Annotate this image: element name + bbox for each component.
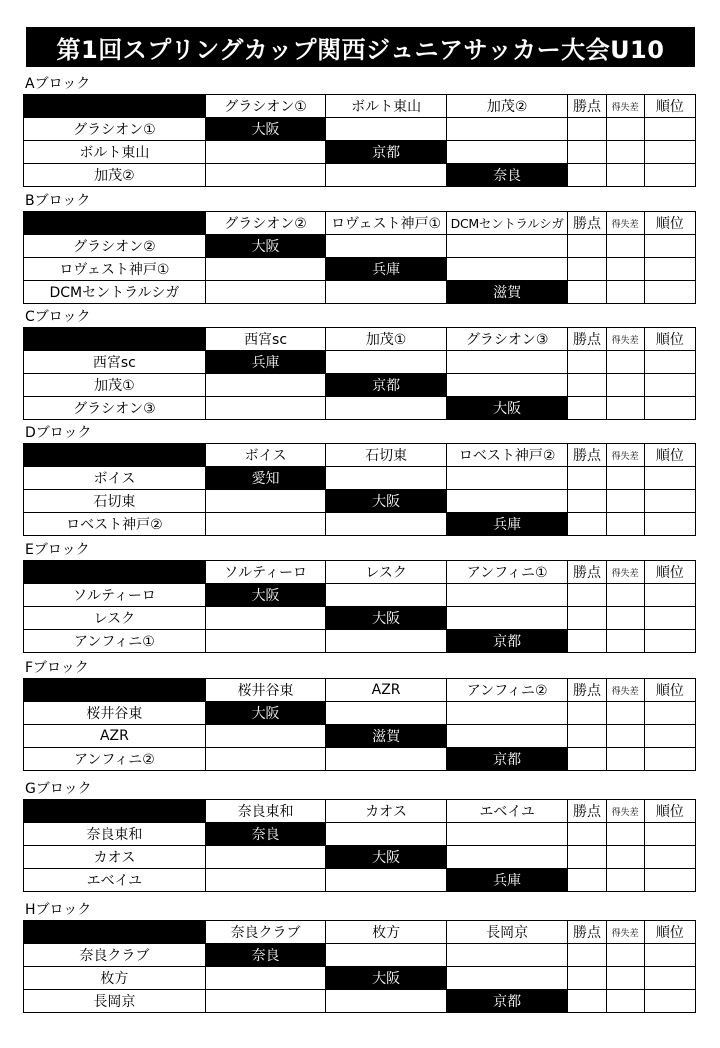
rank-header: 順位 [644,561,695,584]
result-cell [326,748,447,771]
rank-header: 順位 [644,328,695,351]
team-row [24,374,696,397]
points-cell [568,513,606,536]
rank-cell [644,141,695,164]
points-cell [568,351,606,374]
league-table [23,443,696,536]
league-table [23,94,696,187]
venue-cell: 奈良 [446,164,568,187]
venue-cell: 兵庫 [446,869,568,892]
venue-cell: 兵庫 [446,513,568,536]
result-cell [205,630,326,653]
column-team-header: グラシオン② [205,212,326,235]
rank-cell [644,702,695,725]
column-team-header: ソルティーロ [205,561,326,584]
result-cell [326,869,447,892]
goal-diff-cell [606,490,644,513]
rank-cell [644,235,695,258]
points-header: 勝点 [568,95,606,118]
block-d [23,423,696,536]
result-cell [205,374,326,397]
result-cell [326,397,447,420]
rank-header: 順位 [644,800,695,823]
team-row [24,281,696,304]
result-cell [326,584,447,607]
row-team-name: ロベスト神戸② [24,513,206,536]
column-team-header: DCMセントラルシガ [446,212,568,235]
rank-cell [644,164,695,187]
result-cell [326,513,447,536]
team-row [24,141,696,164]
row-team-name: グラシオン② [24,235,206,258]
points-cell [568,725,606,748]
rank-cell [644,630,695,653]
row-team-name: 奈良クラブ [24,944,206,967]
result-cell [326,235,447,258]
block-a [23,74,696,187]
team-row [24,944,696,967]
row-team-name: 桜井谷東 [24,702,206,725]
result-cell [446,490,568,513]
row-team-name: ロヴェスト神戸① [24,258,206,281]
goal-diff-cell [606,374,644,397]
team-row [24,823,696,846]
page-title: 第1回スプリングカップ関西ジュニアサッカー大会U10 [26,27,695,67]
venue-cell: 京都 [446,630,568,653]
league-table [23,678,696,771]
goal-diff-header: 得失差 [606,212,644,235]
venue-cell: 大阪 [205,702,326,725]
result-cell [446,944,568,967]
row-team-name: 西宮sc [24,351,206,374]
column-team-header: ロヴェスト神戸① [326,212,447,235]
league-table [23,211,696,304]
result-cell [205,748,326,771]
team-row [24,258,696,281]
goal-diff-cell [606,467,644,490]
result-cell [205,513,326,536]
venue-cell: 滋賀 [326,725,447,748]
venue-cell: 京都 [326,141,447,164]
rank-cell [644,823,695,846]
points-header: 勝点 [568,444,606,467]
result-cell [205,846,326,869]
result-cell [446,725,568,748]
corner-cell [24,212,206,235]
row-team-name: グラシオン③ [24,397,206,420]
goal-diff-cell [606,967,644,990]
goal-diff-cell [606,846,644,869]
points-cell [568,702,606,725]
corner-cell [24,95,206,118]
result-cell [446,258,568,281]
rank-cell [644,467,695,490]
goal-diff-cell [606,164,644,187]
column-team-header: 加茂① [326,328,447,351]
goal-diff-header: 得失差 [606,95,644,118]
column-team-header: AZR [326,679,447,702]
corner-cell [24,800,206,823]
rank-cell [644,351,695,374]
result-cell [446,823,568,846]
goal-diff-cell [606,990,644,1013]
result-cell [205,869,326,892]
rank-cell [644,397,695,420]
header-row [24,921,696,944]
result-cell [446,235,568,258]
rank-cell [644,490,695,513]
row-team-name: 奈良東和 [24,823,206,846]
row-team-name: 石切東 [24,490,206,513]
result-cell [205,397,326,420]
block-label: Aブロック [25,76,91,92]
row-team-name: 加茂① [24,374,206,397]
result-cell [326,630,447,653]
result-cell [326,351,447,374]
team-row [24,702,696,725]
column-team-header: エベイユ [446,800,568,823]
points-cell [568,141,606,164]
row-team-name: ボイス [24,467,206,490]
rank-cell [644,846,695,869]
goal-diff-cell [606,869,644,892]
corner-cell [24,679,206,702]
venue-cell: 奈良 [205,944,326,967]
team-row [24,397,696,420]
venue-cell: 大阪 [326,967,447,990]
points-cell [568,944,606,967]
block-label: Eブロック [25,542,90,558]
points-cell [568,235,606,258]
goal-diff-cell [606,630,644,653]
venue-cell: 兵庫 [205,351,326,374]
team-row [24,490,696,513]
points-header: 勝点 [568,212,606,235]
rank-cell [644,748,695,771]
team-row [24,846,696,869]
goal-diff-cell [606,823,644,846]
column-team-header: 奈良東和 [205,800,326,823]
points-cell [568,584,606,607]
goal-diff-cell [606,725,644,748]
block-c [23,307,696,420]
row-team-name: 枚方 [24,967,206,990]
points-cell [568,397,606,420]
rank-cell [644,967,695,990]
result-cell [205,164,326,187]
rank-cell [644,990,695,1013]
venue-cell: 愛知 [205,467,326,490]
venue-cell: 奈良 [205,823,326,846]
header-row [24,328,696,351]
rank-header: 順位 [644,921,695,944]
result-cell [326,164,447,187]
rank-cell [644,258,695,281]
goal-diff-cell [606,607,644,630]
result-cell [446,141,568,164]
result-cell [326,118,447,141]
result-cell [205,490,326,513]
column-team-header: 石切東 [326,444,447,467]
result-cell [446,584,568,607]
rank-cell [644,374,695,397]
points-cell [568,164,606,187]
goal-diff-cell [606,235,644,258]
venue-cell: 大阪 [205,235,326,258]
goal-diff-cell [606,702,644,725]
points-cell [568,990,606,1013]
row-team-name: エベイユ [24,869,206,892]
result-cell [205,967,326,990]
rank-cell [644,513,695,536]
points-cell [568,823,606,846]
row-team-name: アンフィニ① [24,630,206,653]
result-cell [446,702,568,725]
column-team-header: カオス [326,800,447,823]
column-team-header: 加茂② [446,95,568,118]
row-team-name: 加茂② [24,164,206,187]
points-cell [568,467,606,490]
result-cell [446,607,568,630]
rank-cell [644,869,695,892]
result-cell [205,725,326,748]
rank-cell [644,281,695,304]
corner-cell [24,921,206,944]
row-team-name: ボルト東山 [24,141,206,164]
team-row [24,869,696,892]
block-g [23,779,696,892]
venue-cell: 兵庫 [326,258,447,281]
points-cell [568,869,606,892]
result-cell [205,141,326,164]
block-label: Hブロック [25,902,92,918]
result-cell [326,702,447,725]
points-cell [568,118,606,141]
result-cell [446,846,568,869]
column-team-header: 桜井谷東 [205,679,326,702]
row-team-name: カオス [24,846,206,869]
league-table [23,920,696,1013]
points-cell [568,490,606,513]
block-label: Dブロック [25,425,92,441]
corner-cell [24,328,206,351]
result-cell [205,281,326,304]
goal-diff-cell [606,141,644,164]
points-header: 勝点 [568,800,606,823]
result-cell [326,467,447,490]
rank-header: 順位 [644,95,695,118]
column-team-header: 長岡京 [446,921,568,944]
block-label: Bブロック [25,193,91,209]
goal-diff-cell [606,584,644,607]
points-header: 勝点 [568,921,606,944]
header-row [24,444,696,467]
league-table [23,560,696,653]
goal-diff-cell [606,513,644,536]
goal-diff-cell [606,748,644,771]
row-team-name: グラシオン① [24,118,206,141]
points-cell [568,607,606,630]
team-row [24,607,696,630]
points-cell [568,374,606,397]
rank-cell [644,607,695,630]
corner-cell [24,561,206,584]
team-row [24,990,696,1013]
goal-diff-cell [606,944,644,967]
goal-diff-header: 得失差 [606,679,644,702]
points-header: 勝点 [568,679,606,702]
goal-diff-cell [606,397,644,420]
column-team-header: アンフィニ② [446,679,568,702]
corner-cell [24,444,206,467]
block-f [23,658,696,771]
venue-cell: 大阪 [326,607,447,630]
rank-header: 順位 [644,444,695,467]
league-table [23,327,696,420]
result-cell [326,944,447,967]
block-label: Gブロック [25,781,92,797]
row-team-name: AZR [24,725,206,748]
team-row [24,725,696,748]
column-team-header: 西宮sc [205,328,326,351]
block-e [23,540,696,653]
result-cell [446,351,568,374]
column-team-header: レスク [326,561,447,584]
header-row [24,800,696,823]
team-row [24,584,696,607]
block-h [23,900,696,1013]
team-row [24,630,696,653]
points-cell [568,258,606,281]
header-row [24,561,696,584]
venue-cell: 京都 [446,748,568,771]
points-cell [568,281,606,304]
team-row [24,164,696,187]
goal-diff-header: 得失差 [606,561,644,584]
venue-cell: 大阪 [326,490,447,513]
column-team-header: アンフィニ① [446,561,568,584]
result-cell [446,967,568,990]
column-team-header: 枚方 [326,921,447,944]
venue-cell: 大阪 [205,118,326,141]
team-row [24,351,696,374]
points-cell [568,967,606,990]
result-cell [326,990,447,1013]
column-team-header: グラシオン① [205,95,326,118]
points-cell [568,846,606,869]
team-row [24,118,696,141]
header-row [24,212,696,235]
venue-cell: 大阪 [205,584,326,607]
team-row [24,513,696,536]
column-team-header: ボイス [205,444,326,467]
block-b [23,191,696,304]
venue-cell: 京都 [326,374,447,397]
result-cell [205,990,326,1013]
team-row [24,235,696,258]
team-row [24,748,696,771]
venue-cell: 大阪 [326,846,447,869]
result-cell [326,823,447,846]
result-cell [326,281,447,304]
result-cell [205,258,326,281]
goal-diff-cell [606,281,644,304]
rank-header: 順位 [644,679,695,702]
goal-diff-cell [606,351,644,374]
rank-cell [644,944,695,967]
goal-diff-header: 得失差 [606,328,644,351]
row-team-name: DCMセントラルシガ [24,281,206,304]
row-team-name: アンフィニ② [24,748,206,771]
block-label: Fブロック [25,660,89,676]
result-cell [446,374,568,397]
goal-diff-cell [606,118,644,141]
column-team-header: ロベスト神戸② [446,444,568,467]
points-header: 勝点 [568,561,606,584]
goal-diff-header: 得失差 [606,921,644,944]
rank-cell [644,118,695,141]
row-team-name: 長岡京 [24,990,206,1013]
goal-diff-header: 得失差 [606,800,644,823]
points-cell [568,748,606,771]
rank-header: 順位 [644,212,695,235]
league-table [23,799,696,892]
column-team-header: ボルト東山 [326,95,447,118]
block-label: Cブロック [25,309,91,325]
goal-diff-cell [606,258,644,281]
row-team-name: レスク [24,607,206,630]
column-team-header: 奈良クラブ [205,921,326,944]
points-cell [568,630,606,653]
venue-cell: 京都 [446,990,568,1013]
row-team-name: ソルティーロ [24,584,206,607]
rank-cell [644,725,695,748]
goal-diff-header: 得失差 [606,444,644,467]
column-team-header: グラシオン③ [446,328,568,351]
points-header: 勝点 [568,328,606,351]
header-row [24,679,696,702]
team-row [24,967,696,990]
result-cell [446,467,568,490]
venue-cell: 滋賀 [446,281,568,304]
header-row [24,95,696,118]
team-row [24,467,696,490]
rank-cell [644,584,695,607]
result-cell [205,607,326,630]
result-cell [446,118,568,141]
venue-cell: 大阪 [446,397,568,420]
